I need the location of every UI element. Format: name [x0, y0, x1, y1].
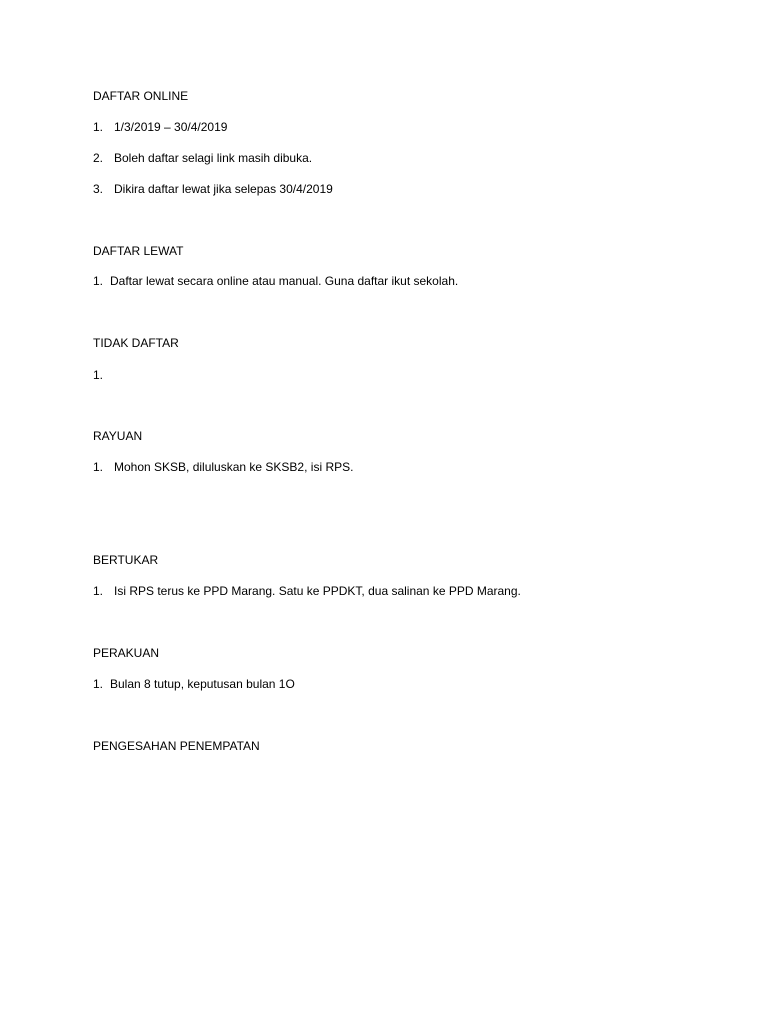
- section-heading-perakuan: PERAKUAN: [93, 646, 160, 660]
- section-heading-rayuan: RAYUAN: [93, 429, 143, 443]
- section-heading-daftar-lewat: DAFTAR LEWAT: [93, 244, 184, 258]
- list-number: 2.: [93, 151, 104, 165]
- list-number: 1.: [93, 584, 104, 598]
- list-number: 1.: [93, 460, 104, 474]
- list-text: Bulan 8 tutup, keputusan bulan 1O: [110, 677, 295, 691]
- list-number: 1.: [93, 368, 104, 382]
- list-item: [93, 120, 227, 134]
- list-item: [93, 274, 458, 288]
- list-item: [93, 677, 295, 691]
- list-item: [93, 460, 353, 474]
- list-number: 3.: [93, 182, 104, 196]
- list-text: Dikira daftar lewat jika selepas 30/4/2019: [114, 182, 333, 196]
- section-heading-tidak-daftar: TIDAK DAFTAR: [93, 336, 179, 350]
- list-text: Mohon SKSB, diluluskan ke SKSB2, isi RPS.: [114, 460, 354, 474]
- list-text: Daftar lewat secara online atau manual. Guna daftar ikut sekolah.: [110, 274, 459, 288]
- list-text: Isi RPS terus ke PPD Marang. Satu ke PPDKT, dua salinan ke PPD Marang.: [114, 584, 521, 598]
- list-number: 1.: [93, 274, 104, 288]
- list-item: [93, 151, 312, 165]
- list-item: [93, 368, 110, 382]
- list-item: [93, 182, 333, 196]
- section-heading-bertukar: BERTUKAR: [93, 553, 159, 567]
- section-heading-daftar-online: DAFTAR ONLINE: [93, 89, 189, 103]
- list-text: Boleh daftar selagi link masih dibuka.: [114, 151, 313, 165]
- list-item: [93, 584, 521, 598]
- list-number: 1.: [93, 677, 104, 691]
- list-number: 1.: [93, 120, 104, 134]
- list-text: 1/3/2019 – 30/4/2019: [114, 120, 228, 134]
- section-heading-pengesahan-penempatan: PENGESAHAN PENEMPATAN: [93, 739, 260, 753]
